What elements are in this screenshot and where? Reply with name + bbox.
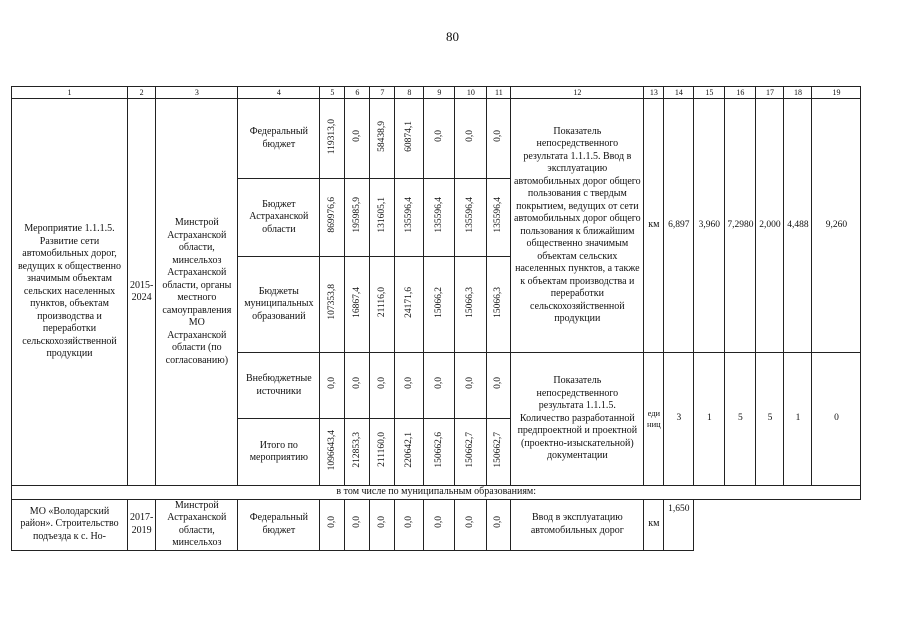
indicator-2-value: 0 [812,353,861,486]
empty-cell [784,499,812,550]
table-row [12,99,861,179]
amount-cell: 0,0 [376,516,387,529]
amount-cell: 0,0 [433,377,444,390]
amount-cell: 0,0 [493,377,504,390]
amount-cell: 0,0 [403,377,414,390]
col-num: 6 [345,87,370,99]
col-num: 10 [455,87,487,99]
amount-cell: 0,0 [326,516,337,529]
measure-name: Мероприятие 1.1.1.5. Развитие сети автомобильных дорог, ведущих к общественно значимым объектам сельских населенных пунктов, объектам производства и переработки сельскохозяйственной продукции [12,99,128,486]
funding-source: Федеральный бюджет [238,499,320,550]
col-num: 14 [664,87,694,99]
amount-cell: 0,0 [465,130,476,143]
col-num: 3 [156,87,238,99]
indicator-2-value: 1 [694,353,725,486]
col-num: 9 [424,87,455,99]
col-num: 17 [756,87,784,99]
indicator-2-unit: единиц [644,353,664,486]
amount-cell: 16867,4 [351,286,362,318]
indicator-1-value: 3,960 [694,99,725,353]
amount-cell: 0,0 [326,377,337,390]
col-num: 15 [694,87,725,99]
indicator-1-value: 9,260 [812,99,861,353]
amount-cell: 195985,9 [351,197,362,234]
sub-indicator-unit: км [644,499,664,550]
amount-cell: 135596,4 [433,197,444,234]
amount-cell: 15066,3 [465,286,476,318]
measure-period: 2015-2024 [128,99,156,486]
amount-cell: 0,0 [465,377,476,390]
amount-cell: 24171,6 [403,286,414,318]
table-row [12,486,861,500]
amount-cell: 0,0 [433,516,444,529]
col-num: 18 [784,87,812,99]
indicator-2-value: 5 [756,353,784,486]
col-num: 16 [725,87,756,99]
amount-cell: 0,0 [465,516,476,529]
indicator-1-value: 6,897 [664,99,694,353]
col-num: 12 [511,87,644,99]
amount-cell: 119313,0 [326,118,337,154]
funding-source: Итого по мероприятию [238,419,320,486]
amount-cell: 21116,0 [376,287,387,318]
indicator-2-value: 3 [664,353,694,486]
amount-cell: 131605,1 [376,197,387,234]
amount-cell: 211160,0 [376,432,387,468]
amount-cell: 0,0 [376,377,387,390]
amount-cell: 0,0 [351,516,362,529]
amount-cell: 150662,7 [493,431,504,468]
amount-cell: 220642,1 [403,431,414,468]
amount-cell: 135596,4 [403,197,414,234]
amount-cell: 135596,4 [493,197,504,234]
amount-cell: 0,0 [351,130,362,143]
indicator-1-text: Показатель непосредственного результата 1.1.1.5. Ввод в эксплуатацию автомобильных дорог общего пользования с твердым покрытием, ведущих от сети автомобильных дорог общего пользования к ближайшим общественно значимым объектам сельских населенных пунктов, а также к объектам производства и переработки сельскохозяйственной продукции [511,99,644,353]
col-num: 11 [487,87,511,99]
amount-cell: 0,0 [493,516,504,529]
col-num: 1 [12,87,128,99]
amount-cell: 135596,4 [465,197,476,234]
funding-source: Бюджеты муниципальных образований [238,257,320,353]
amount-cell: 1096643,4 [326,429,337,470]
amount-cell: 58438,9 [376,120,387,152]
sub-indicator-value: 1,650 [664,499,694,550]
indicator-2-value: 1 [784,353,812,486]
col-num: 19 [812,87,861,99]
indicator-1-value: 7,2980 [725,99,756,353]
amount-cell: 212853,3 [351,431,362,468]
measure-executors: Минстрой Астраханской области, минсельхоз Астраханской области, органы местного самоуправления МО Астраханской области (по согласованию) [156,99,238,486]
col-num: 5 [320,87,345,99]
indicator-1-unit: км [644,99,664,353]
column-numbers-row [12,87,861,99]
col-num: 7 [370,87,395,99]
table-row [12,499,861,550]
funding-source: Федеральный бюджет [238,99,320,179]
sub-measure-period: 2017-2019 [128,499,156,550]
col-num: 13 [644,87,664,99]
amount-cell: 869976,6 [326,197,337,234]
budget-table [11,86,861,551]
empty-cell [812,499,861,550]
empty-cell [694,499,725,550]
amount-cell: 0,0 [433,130,444,143]
amount-cell: 0,0 [493,130,504,143]
amount-cell: 60874,1 [403,120,414,152]
col-num: 8 [395,87,424,99]
indicator-1-value: 2,000 [756,99,784,353]
indicator-1-value: 4,488 [784,99,812,353]
amount-cell: 150662,7 [465,431,476,468]
col-num: 2 [128,87,156,99]
empty-cell [725,499,756,550]
amount-cell: 15066,2 [433,286,444,318]
col-num: 4 [238,87,320,99]
funding-source: Внебюджетные источники [238,353,320,419]
amount-cell: 150662,6 [433,431,444,468]
indicator-2-text: Показатель непосредственного результата 1.1.1.5. Количество разработанной предпроектной и проектной (проектно-изыскательной) документации [511,353,644,486]
sub-measure-name: МО «Володарский район». Строительство подъезда к с. Но- [12,499,128,550]
sub-measure-executors: Минстрой Астраханской области, минсельхоз [156,499,238,550]
amount-cell: 107353,8 [326,284,337,321]
indicator-2-value: 5 [725,353,756,486]
empty-cell [756,499,784,550]
municipal-subheader: в том числе по муниципальным образованиям: [12,486,861,500]
page-number: 80 [446,29,459,44]
funding-source: Бюджет Астраханской области [238,179,320,257]
amount-cell: 15066,3 [493,286,504,318]
amount-cell: 0,0 [351,377,362,390]
amount-cell: 0,0 [403,516,414,529]
sub-indicator-text: Ввод в эксплуатацию автомобильных дорог [511,499,644,550]
